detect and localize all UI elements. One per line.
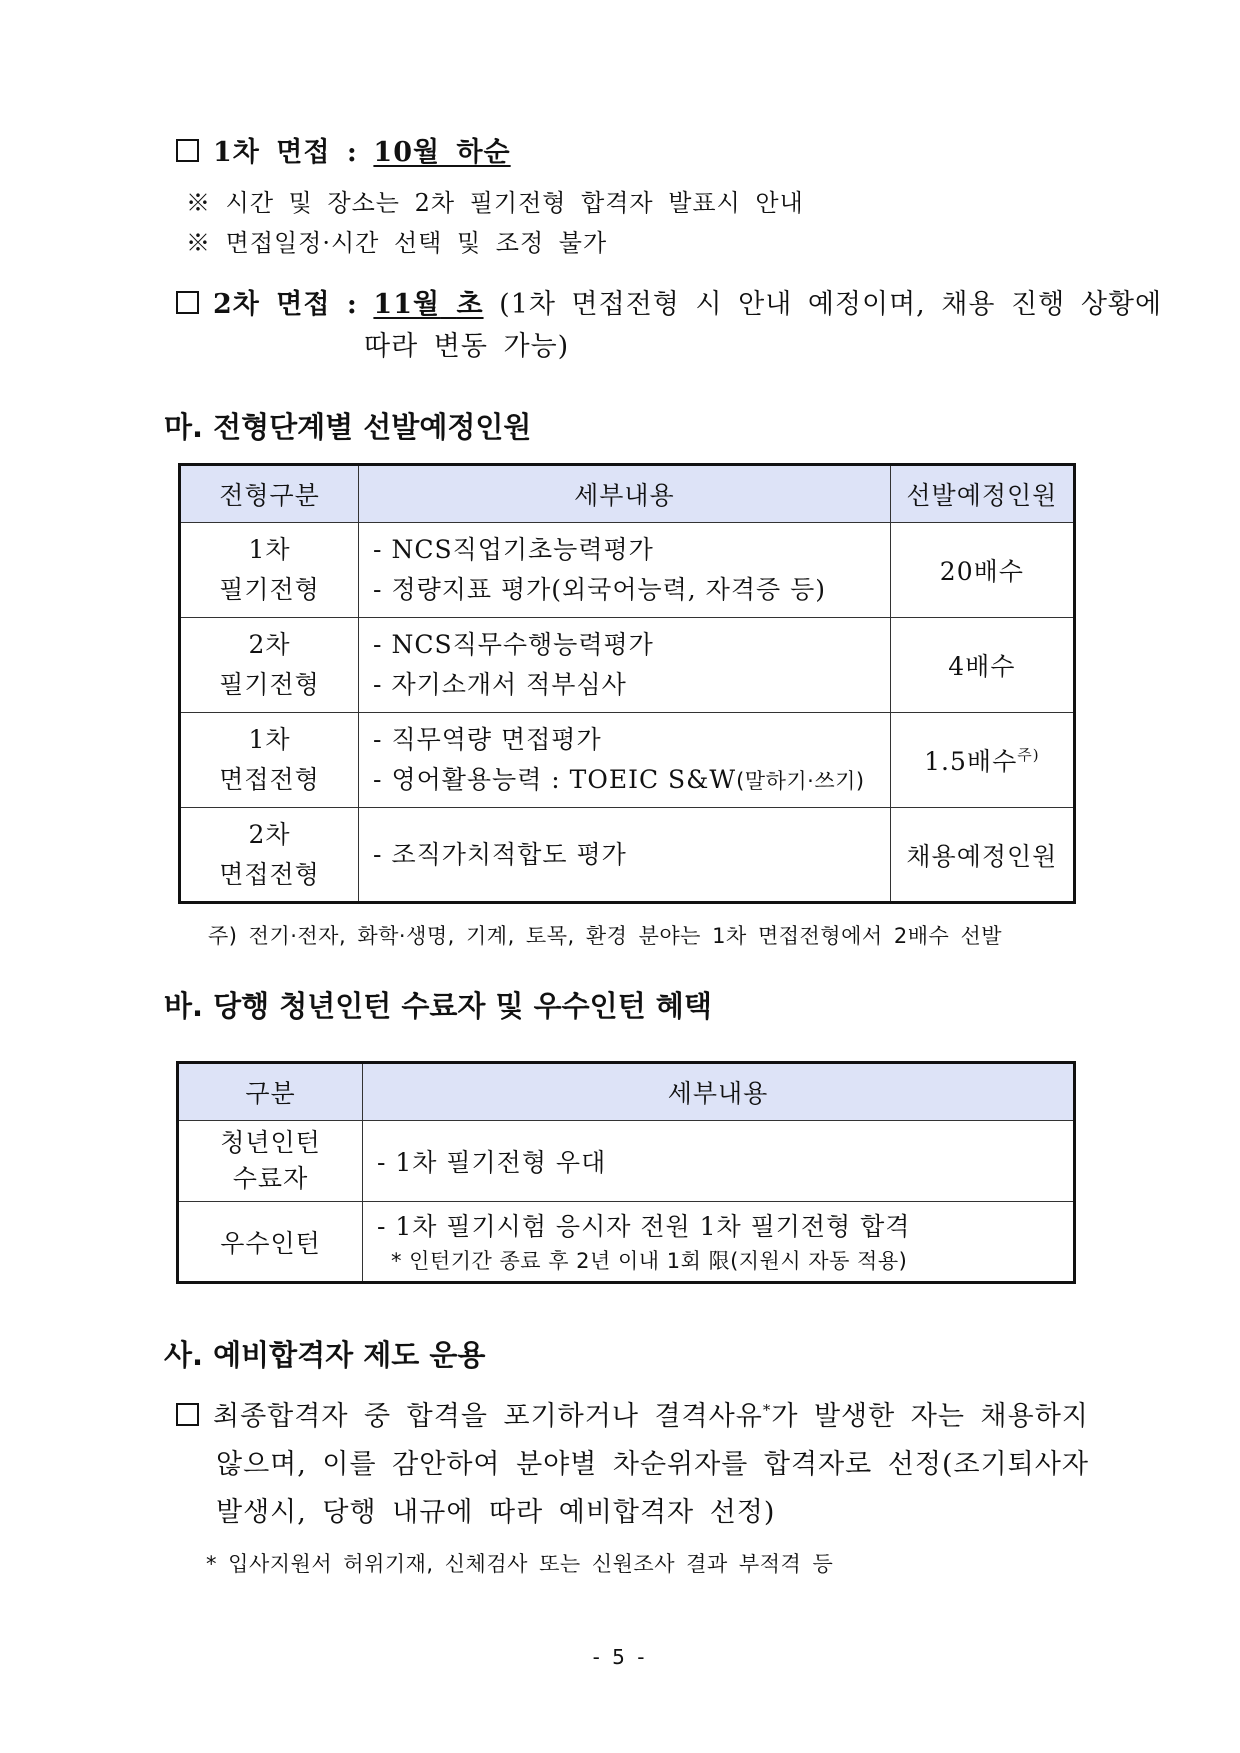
count-cell: 채용예정인원 bbox=[890, 808, 1074, 903]
checkbox-icon bbox=[176, 291, 199, 314]
detail-cell: - 직무역량 면접평가 - 영어활용능력 : TOEIC S&W(말하기·쓰기) bbox=[359, 713, 891, 808]
table-header: 전형구분 bbox=[180, 465, 359, 523]
stage-cell: 1차 필기전형 bbox=[180, 523, 359, 618]
checkbox-icon bbox=[176, 139, 199, 162]
section-sa-line-1: 최종합격자 중 합격을 포기하거나 결격사유*가 발생한 자는 채용하지 bbox=[176, 1394, 1089, 1433]
section-ma-title: 마. 전형단계별 선발예정인원 bbox=[164, 410, 532, 444]
section-sa-title: 사. 예비합격자 제도 운용 bbox=[164, 1338, 486, 1372]
interview2-label: 2차 면접 : bbox=[213, 289, 358, 320]
interview1-date: 10월 하순 bbox=[373, 137, 511, 168]
interview1-note-1: ※ 시간 및 장소는 2차 필기전형 합격자 발표시 안내 bbox=[186, 189, 804, 217]
table-row bbox=[180, 618, 1075, 713]
table-row bbox=[178, 1121, 1075, 1202]
interview1-note-2: ※ 면접일정·시간 선택 및 조정 불가 bbox=[186, 229, 608, 257]
benefit-table bbox=[176, 1061, 1076, 1284]
detail-cell: - NCS직무수행능력평가 - 자기소개서 적부심사 bbox=[359, 618, 891, 713]
checkbox-icon bbox=[176, 1403, 199, 1426]
count-cell: 1.5배수$^{주)}$ bbox=[890, 713, 1074, 808]
table-row bbox=[178, 1202, 1075, 1283]
table-row bbox=[180, 713, 1075, 808]
interview1-label: 1차 면접 : bbox=[213, 137, 358, 168]
count-cell: 20배수 bbox=[890, 523, 1074, 618]
stage-cell: 2차 면접전형 bbox=[180, 808, 359, 903]
selection-table bbox=[178, 463, 1076, 904]
stage-cell: 2차 필기전형 bbox=[180, 618, 359, 713]
detail-cell: - NCS직업기초능력평가 - 정량지표 평가(외국어능력, 자격증 등) bbox=[359, 523, 891, 618]
section-sa-footnote: * 입사지원서 허위기재, 신체검사 또는 신원조사 결과 부적격 등 bbox=[206, 1552, 834, 1576]
table-header: 세부내용 bbox=[359, 465, 891, 523]
table-row bbox=[180, 808, 1075, 903]
detail-cell: - 1차 필기시험 응시자 전원 1차 필기전형 합격 * 인턴기간 종료 후 2년 이내 1회 限(지원시 자동 적용) bbox=[362, 1202, 1074, 1283]
interview2-line bbox=[176, 282, 1162, 321]
category-cell: 청년인턴 수료자 bbox=[178, 1121, 363, 1202]
page-number: - 5 - bbox=[592, 1645, 648, 1669]
count-cell: 4배수 bbox=[890, 618, 1074, 713]
table-header-row bbox=[180, 465, 1075, 523]
section-sa-line-3: 발생시, 당행 내규에 따라 예비합격자 선정) bbox=[216, 1497, 776, 1528]
table-row bbox=[180, 523, 1075, 618]
interview2-desc-1: (1차 면접전형 시 안내 예정이며, 채용 진행 상황에 bbox=[499, 289, 1163, 320]
detail-cell: - 조직가치적합도 평가 bbox=[359, 808, 891, 903]
detail-cell: - 1차 필기전형 우대 bbox=[362, 1121, 1074, 1202]
interview2-desc-2: 따라 변동 가능) bbox=[364, 331, 570, 362]
table-header: 구분 bbox=[178, 1063, 363, 1121]
table-header: 선발예정인원 bbox=[890, 465, 1074, 523]
table-footnote: 주) 전기·전자, 화학·생명, 기계, 토목, 환경 분야는 1차 면접전형에서 2배수 선발 bbox=[208, 924, 1003, 948]
category-cell: 우수인턴 bbox=[178, 1202, 363, 1283]
table-header: 세부내용 bbox=[362, 1063, 1074, 1121]
interview1-line bbox=[176, 130, 511, 169]
interview2-date: 11월 초 bbox=[373, 289, 484, 320]
table-header-row bbox=[178, 1063, 1075, 1121]
section-sa-line-2: 않으며, 이를 감안하여 분야별 차순위자를 합격자로 선정(조기퇴사자 bbox=[216, 1449, 1089, 1480]
section-ba-title: 바. 당행 청년인턴 수료자 및 우수인턴 혜택 bbox=[164, 989, 712, 1023]
stage-cell: 1차 면접전형 bbox=[180, 713, 359, 808]
